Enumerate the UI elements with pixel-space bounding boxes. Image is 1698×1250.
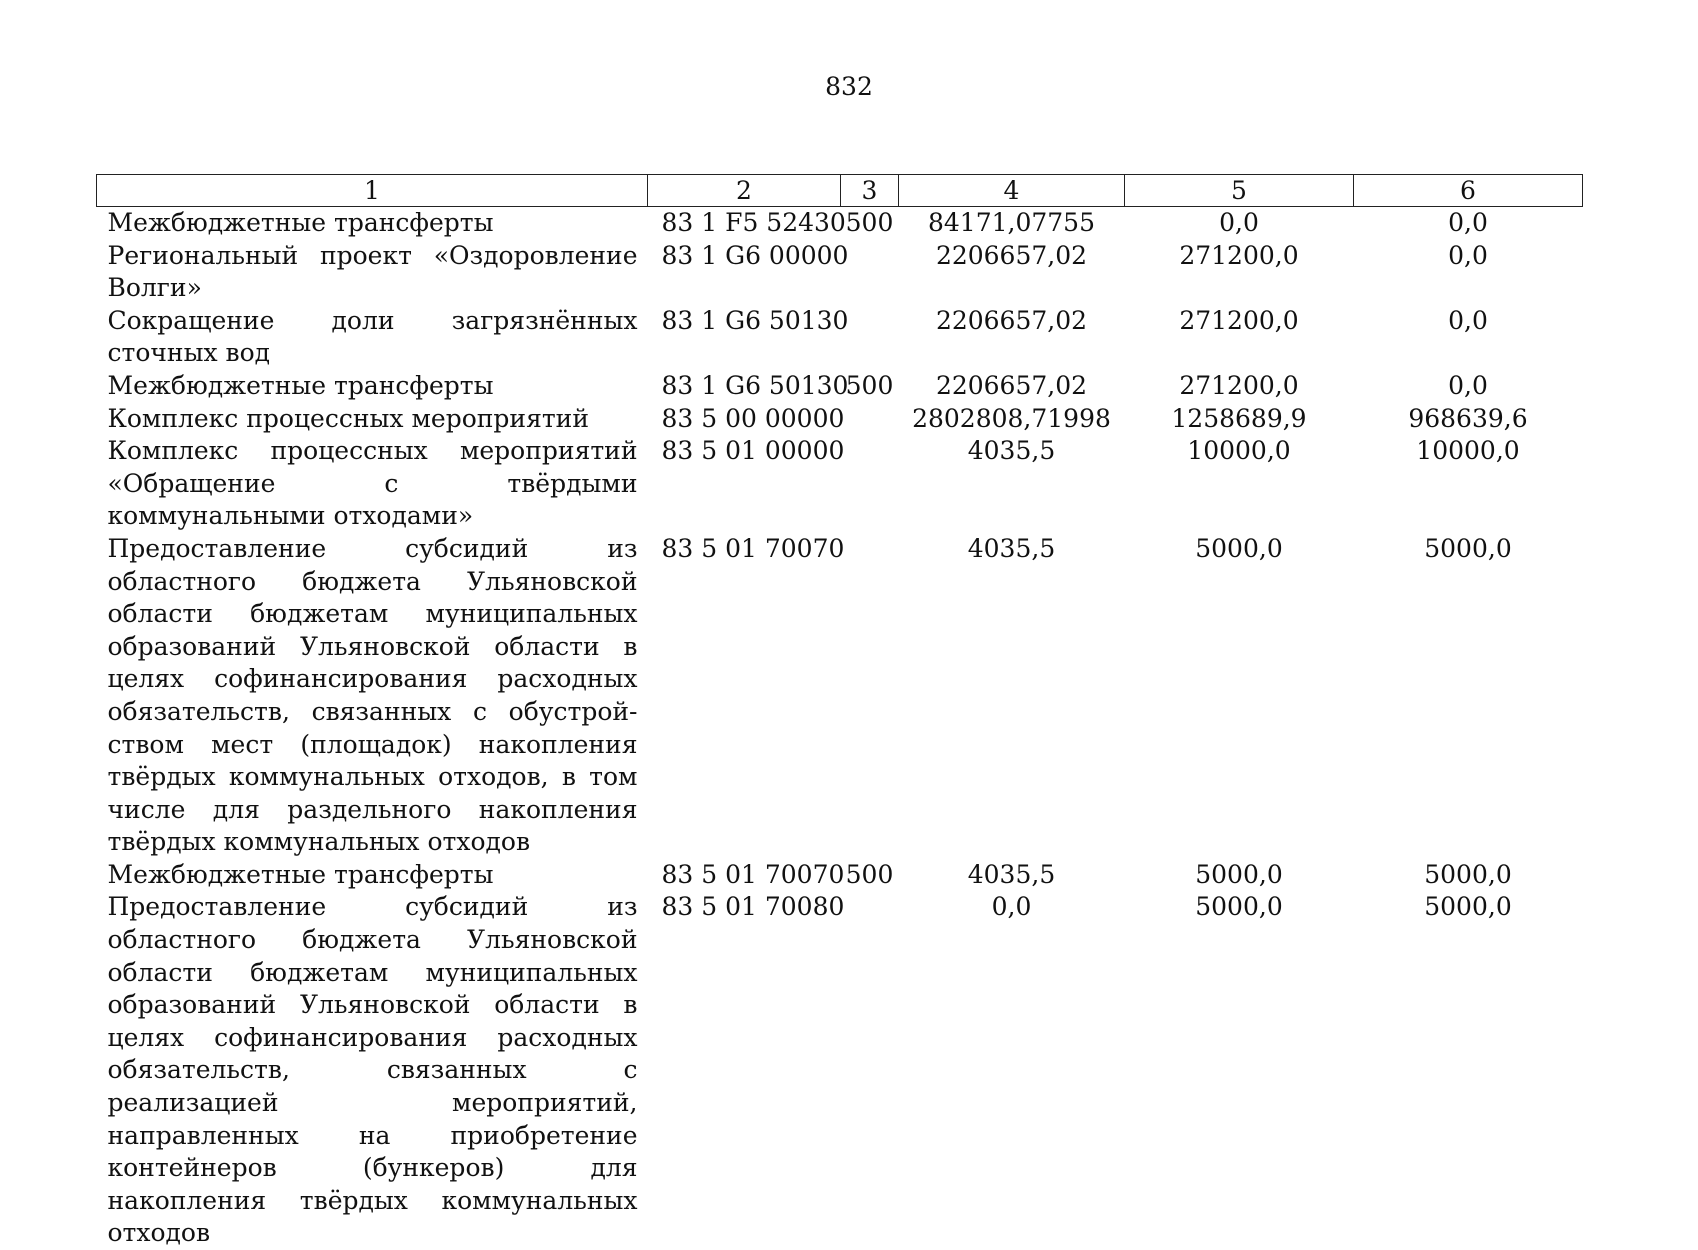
amount-col-6: 5000,0 <box>1354 533 1583 859</box>
amount-col-5: 5000,0 <box>1125 859 1354 892</box>
amount-col-6: 5000,0 <box>1354 859 1583 892</box>
amount-col-4: 4035,5 <box>899 435 1125 533</box>
amount-col-5: 271200,0 <box>1125 305 1354 370</box>
expense-type <box>841 533 899 859</box>
classification-code: 83 5 01 70070 <box>648 533 841 859</box>
amount-col-4: 4035,5 <box>899 533 1125 859</box>
amount-col-4: 2206657,02 <box>899 305 1125 370</box>
amount-col-6: 0,0 <box>1354 370 1583 403</box>
classification-code: 83 1 G6 50130 <box>648 370 841 403</box>
table-body <box>97 207 1583 1250</box>
classification-code: 83 5 01 70080 <box>648 891 841 1250</box>
amount-col-6: 10000,0 <box>1354 435 1583 533</box>
table-row <box>97 533 1583 859</box>
expense-type <box>841 435 899 533</box>
item-name: Предоставление субсидий из областного бюджета Ульяновской области бюджетам муниципальных образований Ульяновской области в целях софинансирования расходных обязательств, связанных с обустройством мест (площадок) накопления твёрдых коммунальных отходов, в том числе для раздельного накопления твёрдых коммунальных отходов <box>97 533 648 859</box>
amount-col-6: 0,0 <box>1354 240 1583 305</box>
page-number: 832 <box>0 72 1698 102</box>
amount-col-6: 0,0 <box>1354 207 1583 240</box>
classification-code: 83 1 F5 52430 <box>648 207 841 240</box>
expense-type: 500 <box>841 859 899 892</box>
table-row <box>97 207 1583 240</box>
item-name: Предоставление субсидий из областного бюджета Ульяновской области бюджетам муниципальных образований Ульяновской области в целях софинансирования расходных обязательств, связанных с реализацией мероприятий, направленных на приобретение контейнеров (бункеров) для накопления твёрдых коммунальных отходов <box>97 891 648 1250</box>
amount-col-4: 2206657,02 <box>899 370 1125 403</box>
table-row <box>97 435 1583 533</box>
amount-col-4: 4035,5 <box>899 859 1125 892</box>
amount-col-5: 10000,0 <box>1125 435 1354 533</box>
classification-code: 83 5 00 00000 <box>648 403 841 436</box>
item-name: Сокращение доли загрязнённых сточных вод <box>97 305 648 370</box>
header-col-6: 6 <box>1354 175 1583 207</box>
amount-col-5: 0,0 <box>1125 207 1354 240</box>
expense-type: 500 <box>841 370 899 403</box>
amount-col-5: 271200,0 <box>1125 240 1354 305</box>
budget-table <box>96 174 1583 1250</box>
expense-type <box>841 305 899 370</box>
amount-col-5: 1258689,9 <box>1125 403 1354 436</box>
item-name: Межбюджетные трансферты <box>97 859 648 892</box>
amount-col-4: 84171,07755 <box>899 207 1125 240</box>
expense-type <box>841 240 899 305</box>
amount-col-6: 0,0 <box>1354 305 1583 370</box>
classification-code: 83 1 G6 50130 <box>648 305 841 370</box>
item-name: Межбюджетные трансферты <box>97 207 648 240</box>
item-name: Комплекс процессных мероприятий «Обращение с твёрдыми коммунальными отходами» <box>97 435 648 533</box>
header-col-3: 3 <box>841 175 899 207</box>
table-row <box>97 403 1583 436</box>
amount-col-6: 968639,6 <box>1354 403 1583 436</box>
amount-col-5: 5000,0 <box>1125 533 1354 859</box>
header-row <box>97 175 1583 207</box>
table-row <box>97 859 1583 892</box>
item-name: Межбюджетные трансферты <box>97 370 648 403</box>
amount-col-5: 271200,0 <box>1125 370 1354 403</box>
table-row <box>97 240 1583 305</box>
amount-col-4: 2802808,71998 <box>899 403 1125 436</box>
classification-code: 83 5 01 70070 <box>648 859 841 892</box>
table-row <box>97 370 1583 403</box>
amount-col-4: 2206657,02 <box>899 240 1125 305</box>
table-row <box>97 305 1583 370</box>
classification-code: 83 1 G6 00000 <box>648 240 841 305</box>
item-name: Комплекс процессных мероприятий <box>97 403 648 436</box>
amount-col-5: 5000,0 <box>1125 891 1354 1250</box>
header-col-4: 4 <box>899 175 1125 207</box>
expense-type: 500 <box>841 207 899 240</box>
header-col-1: 1 <box>97 175 648 207</box>
expense-type <box>841 891 899 1250</box>
amount-col-6: 5000,0 <box>1354 891 1583 1250</box>
table-row <box>97 891 1583 1250</box>
item-name: Региональный проект «Оздоровление Волги» <box>97 240 648 305</box>
amount-col-4: 0,0 <box>899 891 1125 1250</box>
expense-type <box>841 403 899 436</box>
header-col-5: 5 <box>1125 175 1354 207</box>
table-header <box>97 175 1583 207</box>
classification-code: 83 5 01 00000 <box>648 435 841 533</box>
header-col-2: 2 <box>648 175 841 207</box>
